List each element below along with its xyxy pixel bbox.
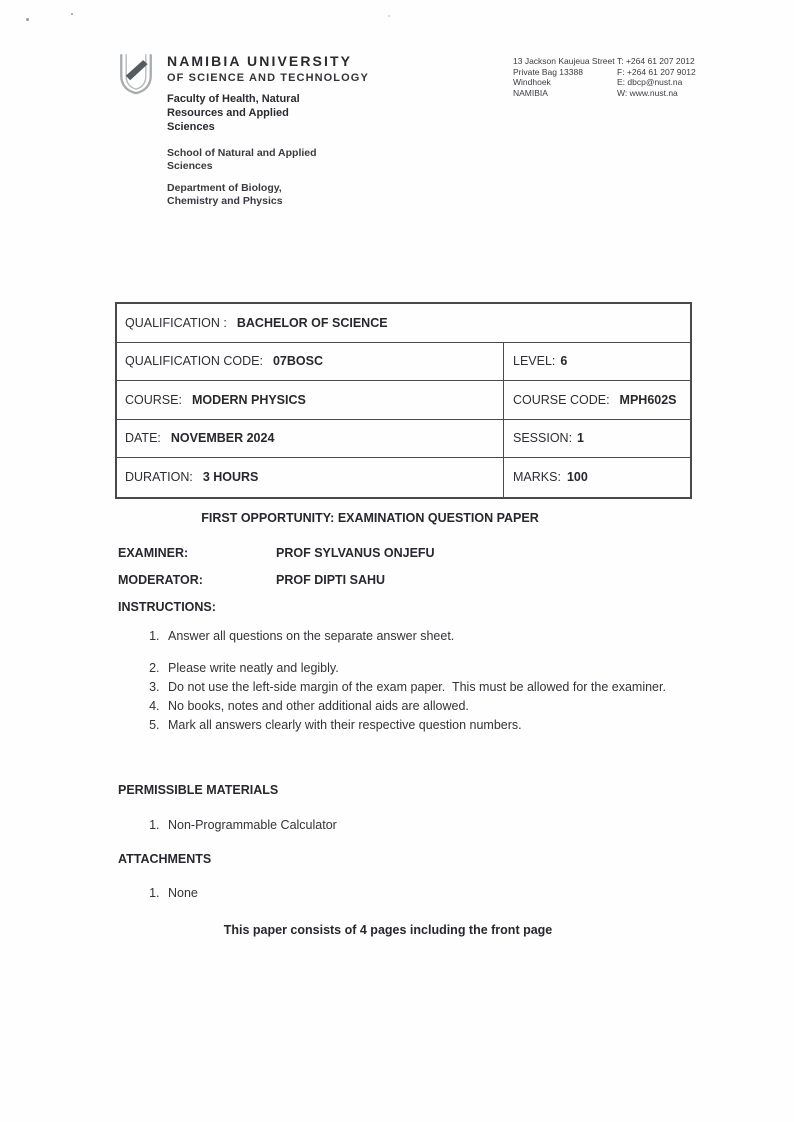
course-code-value: MPH602S (619, 392, 677, 407)
session-value: 1 (577, 431, 584, 446)
level-cell (504, 343, 690, 381)
level-label: LEVEL: (513, 354, 556, 369)
duration-value: 3 HOURS (202, 470, 259, 485)
course-code-cell (504, 381, 690, 419)
school-name: School of Natural and Applied Sciences (167, 147, 317, 172)
course-label: COURSE: (125, 392, 182, 407)
attachments-list (118, 884, 680, 903)
course-cell (117, 381, 504, 419)
permissible-materials-list (118, 816, 680, 835)
instruction-item: 3. Do not use the left-side margin of the exam paper. This must be allowed for the examiner. (163, 678, 680, 697)
moderator-label: MODERATOR: (118, 573, 203, 587)
examiner-row (118, 546, 435, 560)
instruction-item: 4. No books, notes and other additional aids are allowed. (163, 697, 680, 716)
university-name-line2: OF SCIENCE AND TECHNOLOGY (167, 72, 369, 84)
date-cell (117, 420, 504, 458)
address-block (513, 56, 727, 98)
course-value: MODERN PHYSICS (191, 392, 306, 407)
instruction-item: 1. Answer all questions on the separate answer sheet. (163, 627, 680, 646)
session-cell (504, 420, 690, 458)
level-value: 6 (560, 354, 568, 369)
marks-label: MARKS: (513, 470, 561, 485)
material-item: 1. Non-Programmable Calculator (163, 816, 680, 835)
instruction-item: 2. Please write neatly and legibly. (163, 659, 680, 678)
instructions-list (118, 627, 680, 735)
page-count-note: This paper consists of 4 pages including the front page (223, 923, 553, 937)
moderator-value: PROF DIPTI SAHU (276, 573, 386, 587)
address-line: Private Bag 13388 (513, 66, 583, 77)
address-line: 13 Jackson Kaujeua Street (513, 56, 615, 66)
faculty-name: Faculty of Health, Natural Resources and Applied Sciences (167, 93, 300, 133)
scan-speck (26, 18, 29, 21)
date-value: NOVEMBER 2024 (170, 431, 275, 446)
qualification-code-value: 07BOSC (272, 354, 324, 369)
contact-line-email: E: dbcp@nust.na (617, 77, 683, 88)
address-line: Windhoek (513, 77, 551, 88)
department-name: Department of Biology, Chemistry and Physics (167, 182, 283, 207)
duration-cell (117, 458, 504, 497)
table-row-code-level (117, 343, 690, 382)
table-row-qualification (117, 304, 690, 343)
contact-line-web: W: www.nust.na (617, 87, 678, 98)
instructions-heading: INSTRUCTIONS: (118, 600, 216, 614)
attachment-item: 1. None (163, 884, 680, 903)
exam-info-table (115, 302, 692, 499)
scan-speck (388, 15, 390, 17)
session-label: SESSION: (513, 431, 573, 446)
examiner-label: EXAMINER: (118, 546, 189, 560)
instruction-item: 5. Mark all answers clearly with their respective question numbers. (163, 716, 680, 735)
table-row-course (117, 381, 690, 420)
university-logo (115, 51, 157, 96)
contact-line-phone: T: +264 61 207 2012 (617, 56, 695, 66)
address-line: NAMIBIA (513, 87, 548, 98)
contact-details (617, 56, 727, 98)
attachments-heading: ATTACHMENTS (118, 852, 212, 866)
qualification-code-cell (117, 343, 504, 381)
date-label: DATE: (125, 431, 161, 446)
nust-shield-icon (115, 51, 157, 96)
scan-speck (71, 13, 73, 15)
postal-address (513, 56, 617, 98)
qualification-value: BACHELOR OF SCIENCE (236, 315, 388, 330)
permissible-materials-heading: PERMISSIBLE MATERIALS (118, 783, 279, 797)
table-row-duration-marks (117, 458, 690, 497)
paper-title: FIRST OPPORTUNITY: EXAMINATION QUESTION PAPER (201, 511, 539, 525)
university-name-line1: NAMIBIA UNIVERSITY (167, 53, 353, 69)
university-name (167, 53, 369, 84)
examiner-value: PROF SYLVANUS ONJEFU (276, 546, 435, 560)
duration-label: DURATION: (125, 470, 193, 485)
marks-value: 100 (566, 470, 588, 485)
moderator-row (118, 573, 385, 587)
table-row-date-session (117, 420, 690, 459)
qualification-code-label: QUALIFICATION CODE: (125, 354, 263, 369)
qualification-label: QUALIFICATION : (125, 315, 227, 330)
contact-line-fax: F: +264 61 207 9012 (617, 66, 696, 77)
course-code-label: COURSE CODE: (513, 392, 610, 407)
marks-cell (504, 458, 690, 497)
